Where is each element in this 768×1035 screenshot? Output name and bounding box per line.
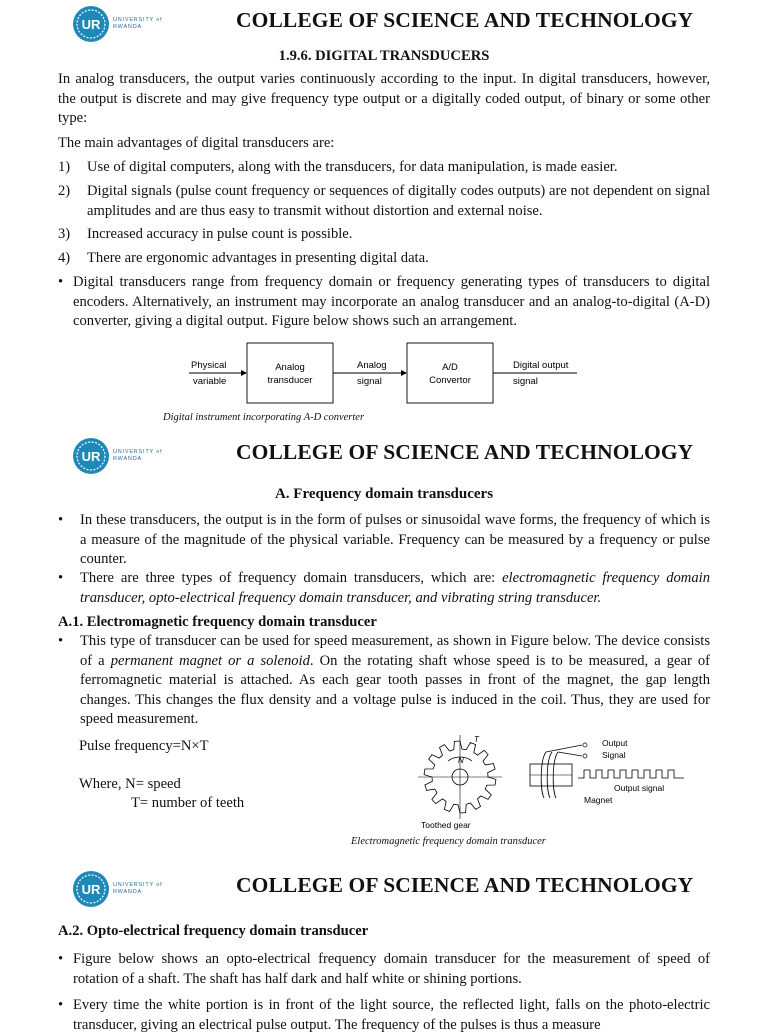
list-item: 4) There are ergonomic advantages in presenting digital data. (58, 250, 429, 266)
svg-text:Analog: Analog (357, 360, 387, 371)
list-item: 1) Use of digital computers, along with the transducers, for data manipulation, is made easier. (58, 159, 618, 175)
svg-text:Convertor: Convertor (429, 375, 471, 386)
slide-header (0, 0, 768, 46)
university-logo-icon (72, 868, 182, 908)
svg-text:RWANDA: RWANDA (113, 24, 142, 30)
slide-3 (0, 865, 768, 1033)
svg-text:RWANDA: RWANDA (113, 889, 142, 895)
svg-text:T: T (474, 735, 479, 744)
where-line-1: Where, N= speed (79, 776, 181, 792)
svg-text:UR: UR (81, 449, 101, 464)
svg-text:variable: variable (193, 376, 227, 387)
ad-converter-diagram (185, 341, 585, 411)
university-logo-icon (72, 3, 182, 43)
svg-text:UR: UR (81, 17, 101, 32)
svg-text:Digital output: Digital output (513, 360, 569, 371)
figure-caption: Digital instrument incorporating A-D converter (163, 412, 365, 423)
section-heading: 1.9.6. DIGITAL TRANSDUCERS (278, 48, 490, 64)
sub-heading: A.1. Electromagnetic frequency domain transducer (58, 614, 377, 630)
bullet-item: • This type of transducer can be used for speed measurement, as shown in Figure below. The device consists of a permanent magnet or a solenoid. On the rotating shaft whose speed is to be measured, a gear of ferromagnetic material is attached. As each gear tooth passes in front of the magnet, the gap length changes. This changes the flux density and a voltage pulse is induced in the coil. Thus, they are used for speed measurement. (58, 633, 710, 727)
svg-text:UNIVERSITY of: UNIVERSITY of (113, 882, 163, 888)
electromagnetic-figure (410, 730, 700, 835)
svg-text:signal: signal (513, 376, 538, 387)
university-logo-icon (72, 435, 182, 475)
where-line-2: T= number of teeth (131, 795, 245, 811)
slide-2 (0, 432, 768, 847)
college-title: COLLEGE OF SCIENCE AND TECHNOLOGY (236, 8, 694, 32)
toothed-gear-icon (418, 735, 502, 819)
intro-paragraph: In analog transducers, the output varies continuously according to the input. In digital transducers, however, the output is discrete and may give frequency type output or a digitally coded output, of binary or some other type: (58, 71, 710, 126)
bullet-item: • There are three types of frequency domain transducers, which are: electromagnetic frequency domain transducer, opto-electrical frequency domain transducer, and vibrating string transducer. (58, 570, 710, 606)
svg-text:Physical: Physical (191, 360, 227, 371)
advantages-lead: The main advantages of digital transducers are: (58, 135, 335, 151)
svg-text:signal: signal (357, 376, 382, 387)
slide-header (0, 432, 768, 478)
svg-text:Toothed gear: Toothed gear (421, 820, 471, 830)
svg-text:UNIVERSITY of: UNIVERSITY of (113, 449, 163, 455)
slide-header (0, 865, 768, 911)
list-item: 2) Digital signals (pulse count frequency or sequences of digitally codes outputs) are not dependent on signal amplitudes and are thus easy to transmit without distortion and external noise. (58, 183, 710, 219)
bullet-item: • In these transducers, the output is in the form of pulses or sinusoidal wave forms, the frequency of which is a measure of the magnitude of the physical variable. Frequency can be measured by a frequency or pulse counter. (58, 512, 710, 567)
svg-text:UR: UR (81, 882, 101, 897)
svg-text:Output signal: Output signal (614, 783, 665, 793)
svg-text:Output: Output (602, 738, 628, 748)
sub-heading: A.2. Opto-electrical frequency domain transducer (58, 923, 369, 939)
list-item: 3) Increased accuracy in pulse count is possible. (58, 226, 353, 242)
bullet-item: • Digital transducers range from frequency domain or frequency generating types of transducers to digital encoders. Alternatively, an instrument may incorporate an analog transducer and an analog-to-digital (A-D) converter, giving a digital output. Figure below shows such an arrangement. (58, 274, 710, 329)
svg-text:transducer: transducer (267, 375, 313, 386)
figure-caption: Electromagnetic frequency domain transducer (351, 836, 546, 847)
svg-text:N: N (458, 756, 464, 765)
formula: Pulse frequency=N×T (79, 738, 209, 754)
college-title: COLLEGE OF SCIENCE AND TECHNOLOGY (236, 873, 694, 897)
bullet-item: • Figure below shows an opto-electrical frequency domain transducer for the measurement of speed of rotation of a shaft. The shaft has half dark and half white or shining portions. (58, 951, 710, 987)
slide-1 (0, 0, 768, 423)
svg-text:Analog: Analog (275, 362, 305, 373)
svg-text:A/D: A/D (442, 362, 458, 373)
svg-text:RWANDA: RWANDA (113, 456, 142, 462)
svg-text:Signal: Signal (602, 750, 626, 760)
section-heading: A. Frequency domain transducers (274, 486, 494, 502)
bullet-item: • Every time the white portion is in front of the light source, the reflected light, falls on the photo-electric transducer, giving an electrical pulse output. The frequency of the pulses is thus a measure (58, 997, 710, 1033)
svg-text:Magnet: Magnet (584, 795, 613, 805)
college-title: COLLEGE OF SCIENCE AND TECHNOLOGY (236, 440, 694, 464)
svg-text:UNIVERSITY of: UNIVERSITY of (113, 17, 163, 23)
